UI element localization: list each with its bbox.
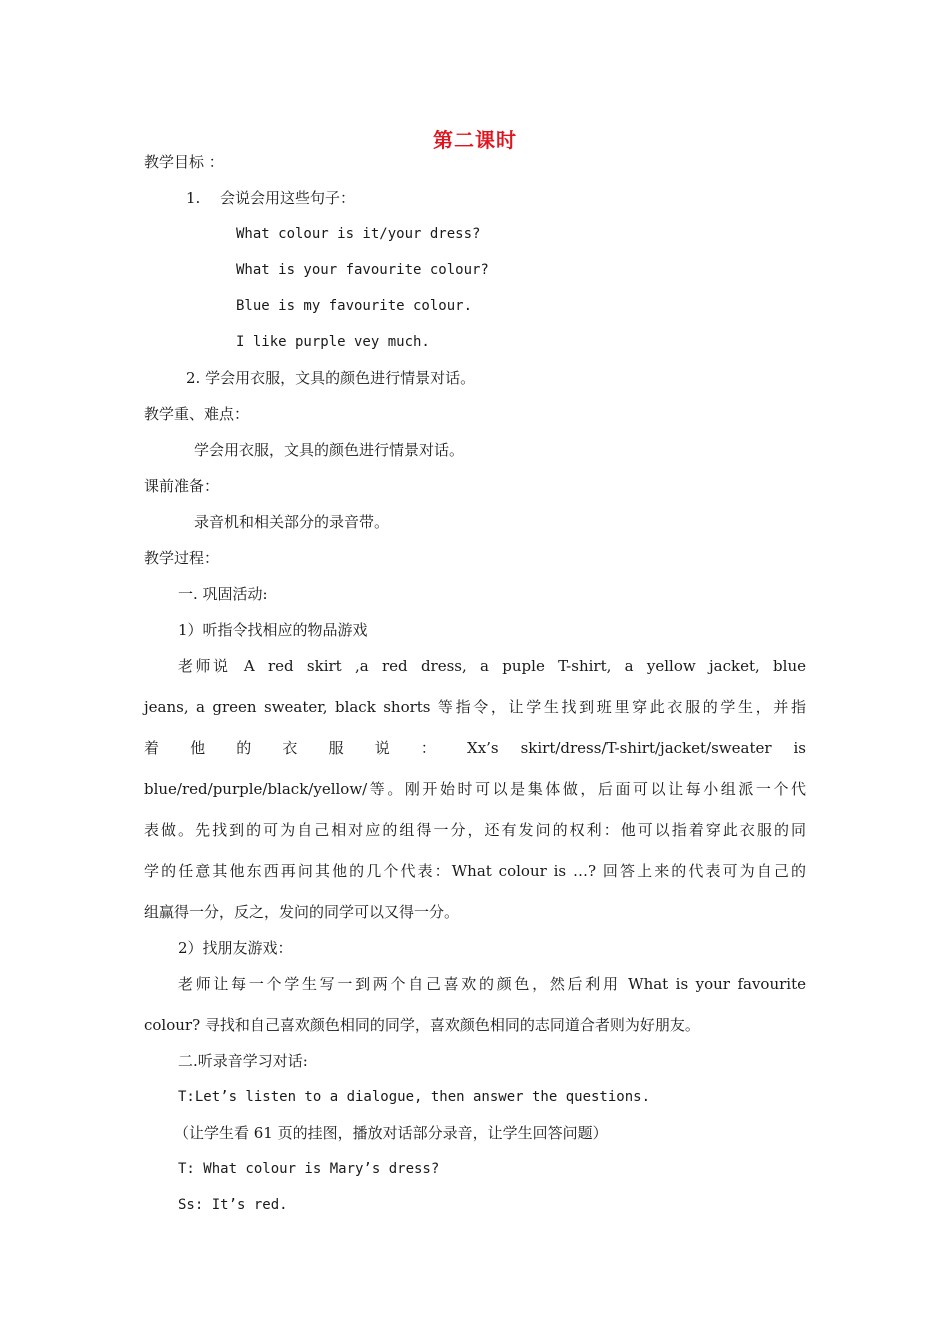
key-points-heading: 教学重、难点： (144, 405, 250, 423)
game1-line-text: 学的任意其他东西再问其他的几个代表：What colour is …? 回答上来的代表可为自己的 (144, 862, 806, 880)
page-title: 第二课时 (433, 128, 517, 152)
game1-line-text: jeans, a green sweater, black shorts 等指令，让学生找到班里穿此衣服的学生，并指 (144, 698, 806, 716)
goals-heading: 教学目标 ： (144, 153, 224, 171)
goal-sentence: What is your favourite colour? (236, 262, 489, 278)
game1-line-text: blue/red/purple/black/yellow/等。刚开始时可以是集体做，后面可以让每小组派一个代 (144, 780, 806, 798)
goals-item2: 2. 学会用衣服，文具的颜色进行情景对话。 (186, 369, 476, 387)
game2-line (178, 974, 806, 994)
game1-line (144, 738, 806, 758)
game1-line (144, 697, 806, 717)
game2-line: colour? 寻找和自己喜欢颜色相同的同学，喜欢颜色相同的志同道合者则为好朋友。 (144, 1016, 700, 1034)
goals-item1-number: 1. (186, 189, 201, 207)
key-points-text: 学会用衣服，文具的颜色进行情景对话。 (194, 441, 465, 459)
preparation-heading: 课前准备： (144, 477, 220, 495)
game2-line-text: 老师让每一个学生写一到两个自己喜欢的颜色，然后利用 What is your favourite (178, 975, 806, 993)
game1-line: 组赢得一分，反之，发问的同学可以又得一分。 (144, 903, 460, 921)
game1-line (144, 820, 806, 840)
goal-sentence: Blue is my favourite colour. (236, 298, 473, 314)
dialogue-line: Ss: It’s red. (178, 1197, 288, 1213)
game1-line (144, 861, 806, 881)
dialogue-line: （让学生看 61 页的挂图，播放对话部分录音，让学生回答问题） (174, 1124, 608, 1142)
goal-sentence: I like purple vey much. (236, 334, 430, 350)
game1-line-text: 老师说 A red skirt ,a red dress, a puple T-shirt, a yellow jacket, blue (178, 657, 806, 675)
game1-line-text: 表做。先找到的可为自己相对应的组得一分，还有发问的权利：他可以指着穿此衣服的同 (144, 821, 806, 839)
goal-sentence: What colour is it/your dress? (236, 226, 481, 242)
game1-line (178, 656, 806, 676)
preparation-text: 录音机和相关部分的录音带。 (194, 513, 390, 531)
game1-heading: 1）听指令找相应的物品游戏 (178, 621, 368, 639)
game1-line-text: 着 他 的 衣 服 说 ： Xx’s skirt/dress/T-shirt/jacket/sweater is (144, 739, 806, 757)
dialogue-line: T: What colour is Mary’s dress? (178, 1161, 440, 1177)
game1-line (144, 779, 806, 799)
dialogue-line: T:Let’s listen to a dialogue, then answer the questions. (178, 1089, 651, 1105)
part2-heading: 二.听录音学习对话: (178, 1052, 308, 1070)
process-heading: 教学过程： (144, 549, 220, 567)
goals-item1-text: 会说会用这些句子： (220, 189, 356, 207)
part1-heading: 一. 巩固活动: (178, 585, 268, 603)
game2-heading: 2）找朋友游戏： (178, 939, 293, 957)
